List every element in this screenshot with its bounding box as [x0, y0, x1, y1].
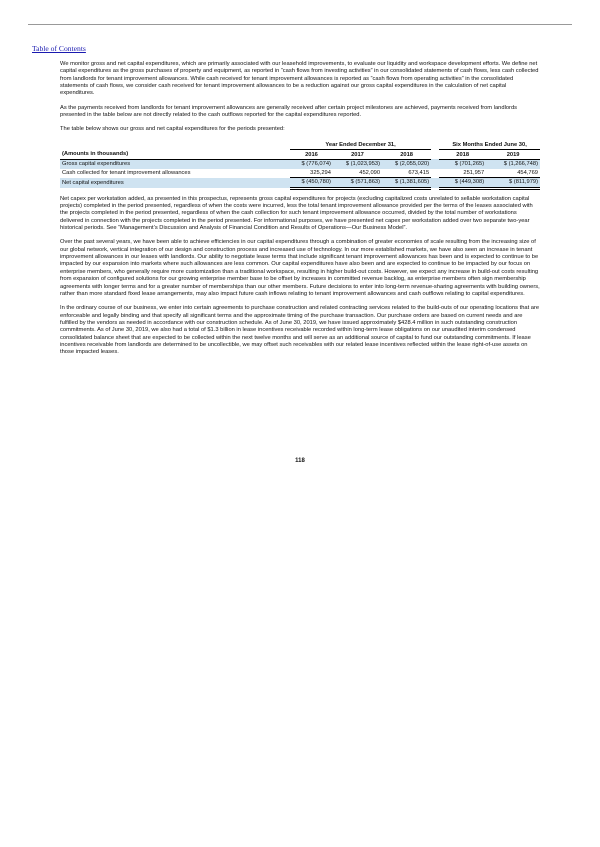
header-units: (Amounts in thousands): [60, 150, 290, 160]
cell-value: 251,957: [463, 169, 485, 176]
cell-value: $ (1,266,748): [486, 159, 540, 168]
paragraph-efficiencies: Over the past several years, we have been able to achieve efficiencies in our capital expenditures through a combination of greater economies of scale resulting from the increasing size of our global network, vertical integration of our design and construction process and increased use of technology. In our more established markets, we have also seen an increase in tenant improvement allowances in our leases with landlords. Our ability to negotiate lease terms that include significant tenant improvement allowances has been and is expected to continue to be impacted by our expansion into markets where such allowances are less common. Our capital expenditures have also been and are expected to continue to be impacted by our focus on enterprise members, who generally require more customization than a traditional workspace, resulting in higher build-out costs. However, we expect any increase in build-out costs resulting from expansion of configured solutions for our growing enterprise member base to be offset by increases in committed revenue backlog, as enterprise members often sign membership agreements with longer terms and for a greater number of memberships than our other members. Future decisions to enter into long-term revenue-sharing agreements with building owners, rather than more standard fixed lease arrangements, may also impact future cash inflows relating to tenant improvement allowances and cash outflows relating to capital expenditures.: [60, 239, 540, 297]
cell-value: 673,415: [408, 169, 430, 176]
capex-table: [60, 141, 540, 190]
cell-value: $ (449,308): [439, 178, 486, 189]
table-row-gross: [60, 159, 540, 168]
cell-value: $ (1,023,953): [333, 159, 382, 168]
header-col-h2018: 2018: [439, 150, 486, 160]
paragraph-capex-per-workstation: Net capex per workstation added, as presented in this prospectus, represents gross capital expenditures for projects (excluding capitalized costs unrelated to sellable workstation capital projects) completed in the period presented, regardless of when the costs were incurred, less the total tenant improvement allowance provided per the terms of the leases associated with the projects completed in the period presented, regardless of when the cash collection for such tenant improvement allowance occurred, divided by the total number of workstations delivered in connection with the projects completed in the period presented. For informational purposes, we have presented net capex per workstation added over two separate two-year historical periods. See “Management’s Discussion and Analysis of Financial Condition and Results of Operations—Our Business Model”.: [60, 195, 533, 232]
top-divider: [28, 24, 572, 25]
paragraph-commitments: In the ordinary course of our business, we enter into certain agreements to purchase construction and related contracting services related to the build-outs of our operating locations that are enforceable and legally binding and that specify all significant terms and the approximate timing of the purchase transaction. Our purchase orders are based on current needs and are fulfilled by the vendors as needed in accordance with our construction schedule. As of June 30, 2019, we have issued approximately $428.4 million in such outstanding construction commitments. As of June 30, 2019, we also had a total of $1.3 billion in lease incentives receivable recorded within long-term lease obligations on our unaudited interim condensed consolidated balance sheet that are expected to be collected within the next twelve months and will serve as an additional source of capital to fund our outstanding commitments. If lease incentives receivable from landlords are determined to be uncollectible, we may offset such receivables with our related lease incentives reflected within the lease right-of-use assets on those impacted leases.: [60, 305, 540, 356]
header-col-2018: 2018: [382, 150, 431, 160]
row-label: Cash collected for tenant improvement allowances: [62, 170, 191, 177]
header-six-months: Six Months Ended June 30,: [439, 141, 540, 150]
cell-value: $ (571,863): [333, 178, 382, 189]
row-label: Net capital expenditures: [60, 178, 290, 189]
header-year-ended: Year Ended December 31,: [290, 141, 431, 150]
cell-value: 454,769: [517, 169, 538, 176]
cell-value: 325,294: [310, 169, 331, 176]
table-of-contents-link[interactable]: Table of Contents: [32, 44, 86, 53]
header-col-2017: 2017: [333, 150, 382, 160]
header-col-h2019: 2019: [486, 150, 540, 160]
cell-value: $ (2,055,020): [382, 159, 431, 168]
page-number: 118: [295, 458, 305, 464]
paragraph-landlord-payments: As the payments received from landlords for tenant improvement allowances are generally received after certain project milestones are achieved, payments received from landlords presented in the table below are not directly related to the cash outflows reported for the capital expenditures reported.: [60, 104, 518, 119]
cell-value: $ (701,265): [439, 159, 486, 168]
cell-value: 452,090: [359, 169, 381, 176]
paragraph-table-intro: The table below shows our gross and net capital expenditures for the periods presented:: [60, 126, 285, 133]
cell-value: $ (811,979): [486, 178, 540, 189]
table-row-net: [60, 178, 540, 189]
page-body: [60, 61, 540, 364]
table-header-columns: [60, 150, 540, 160]
cell-value: $ (776,074): [290, 159, 333, 168]
cell-value: $ (1,381,605): [382, 178, 431, 189]
paragraph-capex-definition: We monitor gross and net capital expenditures, which are primarily associated with our leasehold improvements, to evaluate our liquidity and workspace development efforts. We define net capital expenditures as the gross purchases of property and equipment, as reported in “cash flows from investing activities” in our consolidated statements of cash flows, less cash collected from landlords for tenant improvement allowances. While cash received for tenant improvement allowances is reported as “cash flows from operating activities” in the consolidated statements of cash flows, we consider cash received for tenant improvement allowances to be a reduction against our gross capital expenditures in the calculation of net capital expenditures.: [60, 61, 539, 97]
row-label: Gross capital expenditures: [60, 159, 290, 168]
table-row-tenant-allowances: [60, 169, 540, 178]
table-header-groups: [60, 141, 540, 150]
header-col-2016: 2016: [290, 150, 333, 160]
cell-value: $ (450,780): [290, 178, 333, 189]
